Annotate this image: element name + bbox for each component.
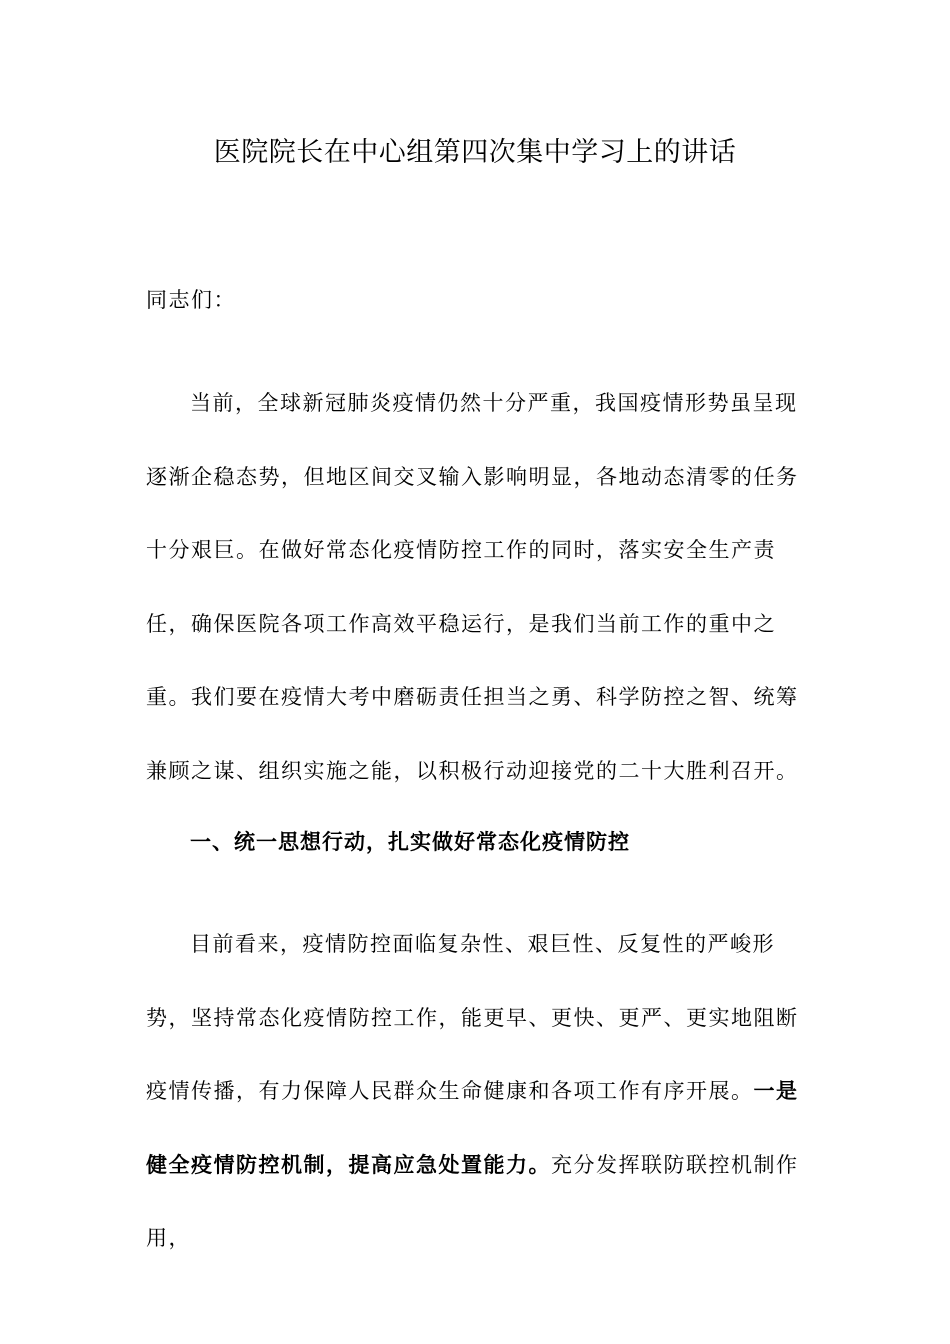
document-title: 医院院长在中心组第四次集中学习上的讲话 <box>213 137 737 168</box>
salutation: 同志们： <box>146 288 236 312</box>
paragraph-intro: 当前，全球新冠肺炎疫情仍然十分严重，我国疫情形势虽呈现逐渐企稳态势，但地区间交叉输入影响明显，各地动态清零的任务十分艰巨。在做好常态化疫情防控工作的同时，落实安全生产责任，确保医院各项工作高效平稳运行，是我们当前工作的重中之重。我们要在疫情大考中磨砺责任担当之勇、科学防控之智、统筹兼顾之谋、组织实施之能，以积极行动迎接党的二十大胜利召开。 <box>146 391 799 783</box>
section-heading-1: 一、统一思想行动，扎实做好常态化疫情防控 <box>190 830 630 854</box>
paragraph-text: 目前看来，疫情防控面临复杂性、艰巨性、反复性的严峻形势，坚持常态化疫情防控工作，能更早、更快、更严、更实地阻断疫情传播，有力保障人民群众生命健康和各项工作有序开展。 <box>146 932 799 1103</box>
paragraph-section-1 <box>146 908 806 1276</box>
paragraph-text-continued: 充分发挥联防联控机制作用， <box>146 1152 799 1250</box>
paragraph-emphasis: 一是健全疫情防控机制，提高应急处置能力。 <box>146 1079 799 1177</box>
